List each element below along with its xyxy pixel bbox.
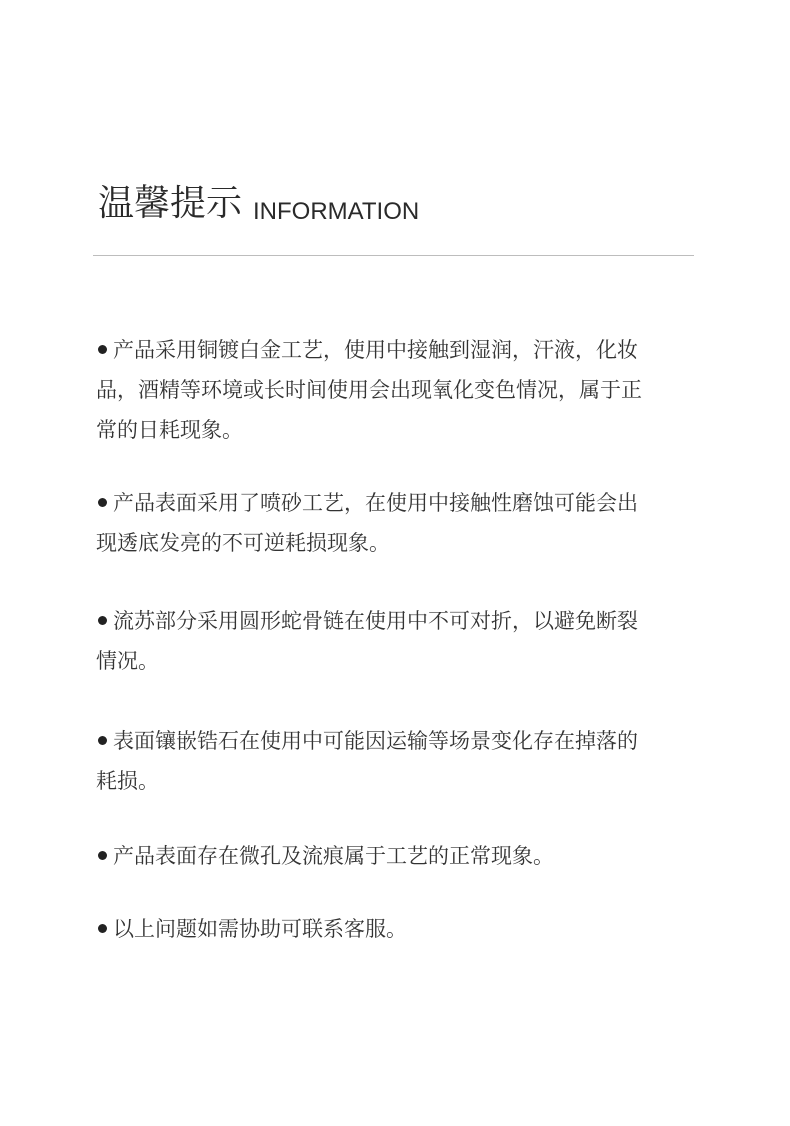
- notice-line: 流苏部分采用圆形蛇骨链在使用中不可对折，以避免断裂: [113, 609, 638, 633]
- notice-line: 产品表面采用了喷砂工艺，在使用中接触性磨蚀可能会出: [113, 491, 638, 515]
- notice-item: [96, 836, 676, 876]
- notice-line: 现透底发亮的不可逆耗损现象。: [96, 531, 390, 555]
- page-title: 温馨提示: [98, 183, 243, 224]
- bullet-icon: [98, 924, 107, 933]
- notice-line: 以上问题如需协助可联系客服。: [113, 917, 407, 941]
- notice-item: [96, 483, 676, 563]
- notice-line: 产品采用铜镀白金工艺，使用中接触到湿润，汗液，化妆: [113, 338, 638, 362]
- page-header: [98, 180, 698, 230]
- bullet-icon: [98, 616, 107, 625]
- notice-item: [96, 330, 676, 450]
- bullet-icon: [98, 345, 107, 354]
- notice-line: 常的日耗现象。: [96, 418, 243, 442]
- notice-line: 表面镶嵌锆石在使用中可能因运输等场景变化存在掉落的: [113, 729, 638, 753]
- notice-item: [96, 909, 676, 949]
- notice-line: 产品表面存在微孔及流痕属于工艺的正常现象。: [113, 844, 554, 868]
- bullet-icon: [98, 851, 107, 860]
- header-divider: [93, 255, 694, 256]
- notice-item: [96, 601, 676, 681]
- notice-item: [96, 721, 676, 801]
- notice-line: 情况。: [96, 649, 159, 673]
- notice-line: 品，酒精等环境或长时间使用会出现氧化变色情况，属于正: [96, 378, 642, 402]
- page-subtitle: INFORMATION: [253, 198, 420, 225]
- notice-line: 耗损。: [96, 769, 159, 793]
- bullet-icon: [98, 736, 107, 745]
- bullet-icon: [98, 498, 107, 507]
